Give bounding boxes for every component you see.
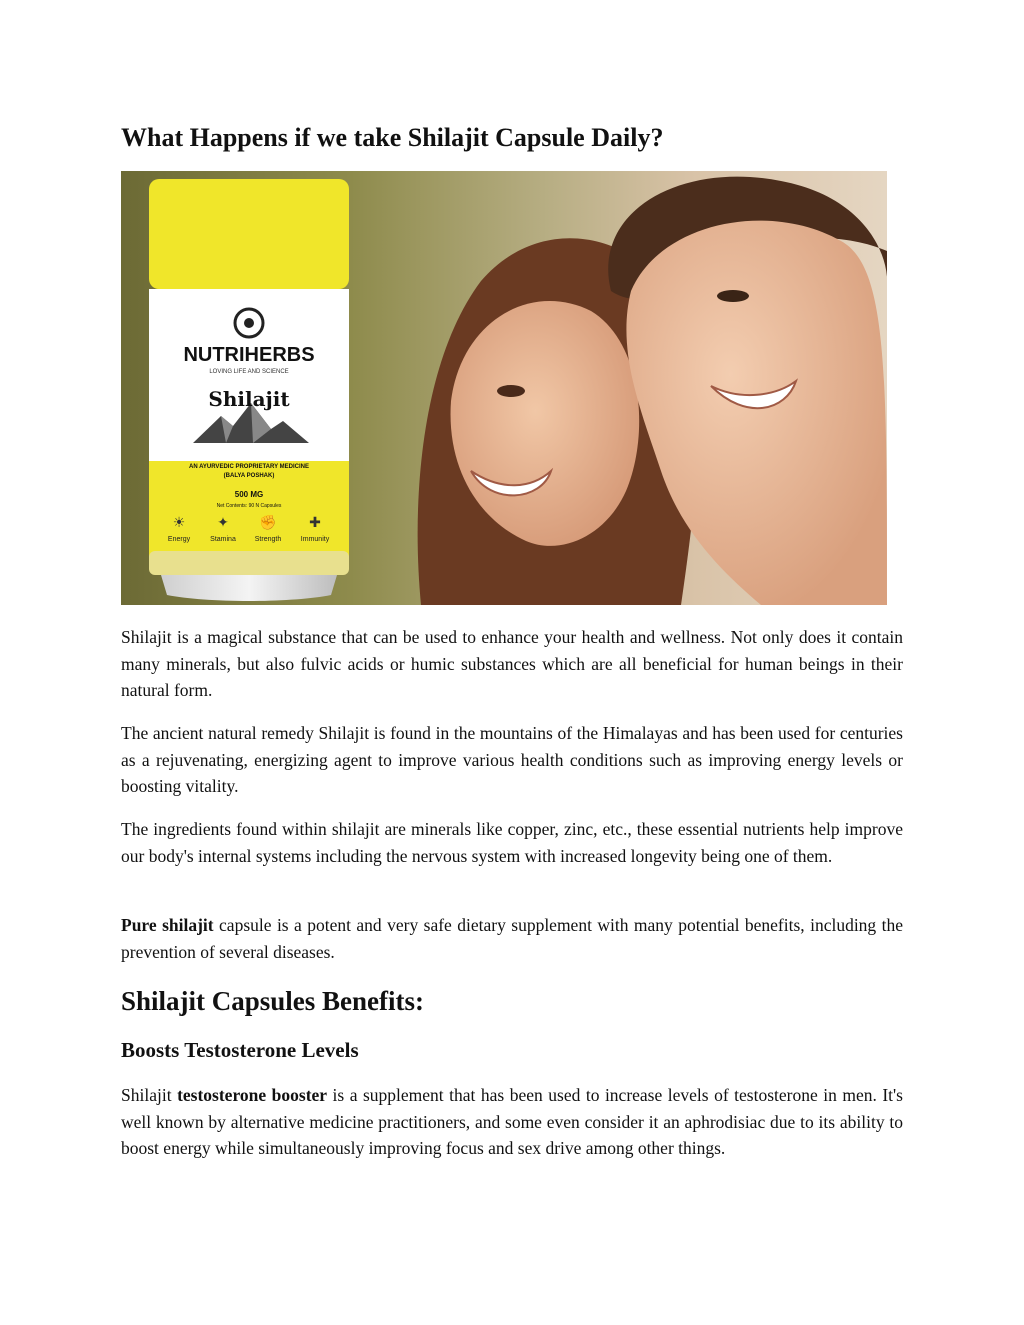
section-heading: Shilajit Capsules Benefits:: [121, 986, 425, 1016]
product-contents: Net Contents: 90 N Capsules: [216, 503, 282, 509]
paragraph-text: Shilajit: [121, 1085, 178, 1105]
benefit-label: Stamina: [210, 536, 236, 543]
paragraph-text: capsule is a potent and very safe dietary supplement with many potential benefits, including the prevention of several diseases.: [121, 915, 903, 962]
product-name: Shilajit: [208, 387, 290, 411]
pure-shilajit-link-text: Pure shilajit: [121, 915, 214, 935]
product-desc1: AN AYURVEDIC PROPRIETARY MEDICINE: [188, 464, 310, 470]
paragraph-himalayas: The ancient natural remedy Shilajit is found in the mountains of the Himalayas and has been used for centuries as a rejuvenating, energizing agent to improve various health conditions such as improving energy levels or boosting vitality.: [121, 723, 903, 797]
woman-eye: [497, 385, 525, 397]
product-dose: 500 MG: [234, 490, 264, 499]
strength-icon: ✊: [259, 516, 277, 531]
stamina-icon: ✦: [217, 516, 229, 531]
paragraph-text: is a supplement that has been used to increase levels of testosterone in men. It's well known by alternative medicine practitioners, and some even consider it an aphrodisiac due to its ability to boost energy while simultaneously improving focus and sex drive among other things.: [121, 1085, 903, 1159]
paragraph-intro: Shilajit is a magical substance that can be used to enhance your health and wellness. Not only does it contain many minerals, but also fulvic acids or humic substances which are all beneficial for human beings in their natural form.: [121, 627, 903, 701]
product-desc2: (BALYA POSHAK): [223, 473, 275, 479]
paragraph-pure-shilajit: [121, 912, 903, 965]
page-title: What Happens if we take Shilajit Capsule Daily?: [121, 123, 664, 152]
immunity-icon: ✚: [309, 516, 321, 531]
man-eye: [717, 290, 749, 302]
product-tagline: LOVING LIFE AND SCIENCE: [209, 369, 289, 375]
hero-image: [121, 171, 887, 605]
product-bottle: [149, 179, 349, 601]
energy-icon: ☀: [172, 516, 186, 531]
paragraph-ingredients: The ingredients found within shilajit are minerals like copper, zinc, etc., these essential nutrients help improve our body's internal systems including the nervous system with increased longevity being one of them.: [121, 819, 903, 866]
benefit-label: Immunity: [300, 536, 330, 543]
product-brand: NUTRIHERBS: [183, 344, 315, 366]
benefit-label: Energy: [167, 536, 191, 543]
testosterone-booster-text: testosterone booster: [177, 1085, 328, 1105]
benefit-label: Strength: [254, 536, 282, 543]
sub-heading: Boosts Testosterone Levels: [121, 1038, 359, 1062]
paragraph-testosterone: [121, 1082, 903, 1162]
